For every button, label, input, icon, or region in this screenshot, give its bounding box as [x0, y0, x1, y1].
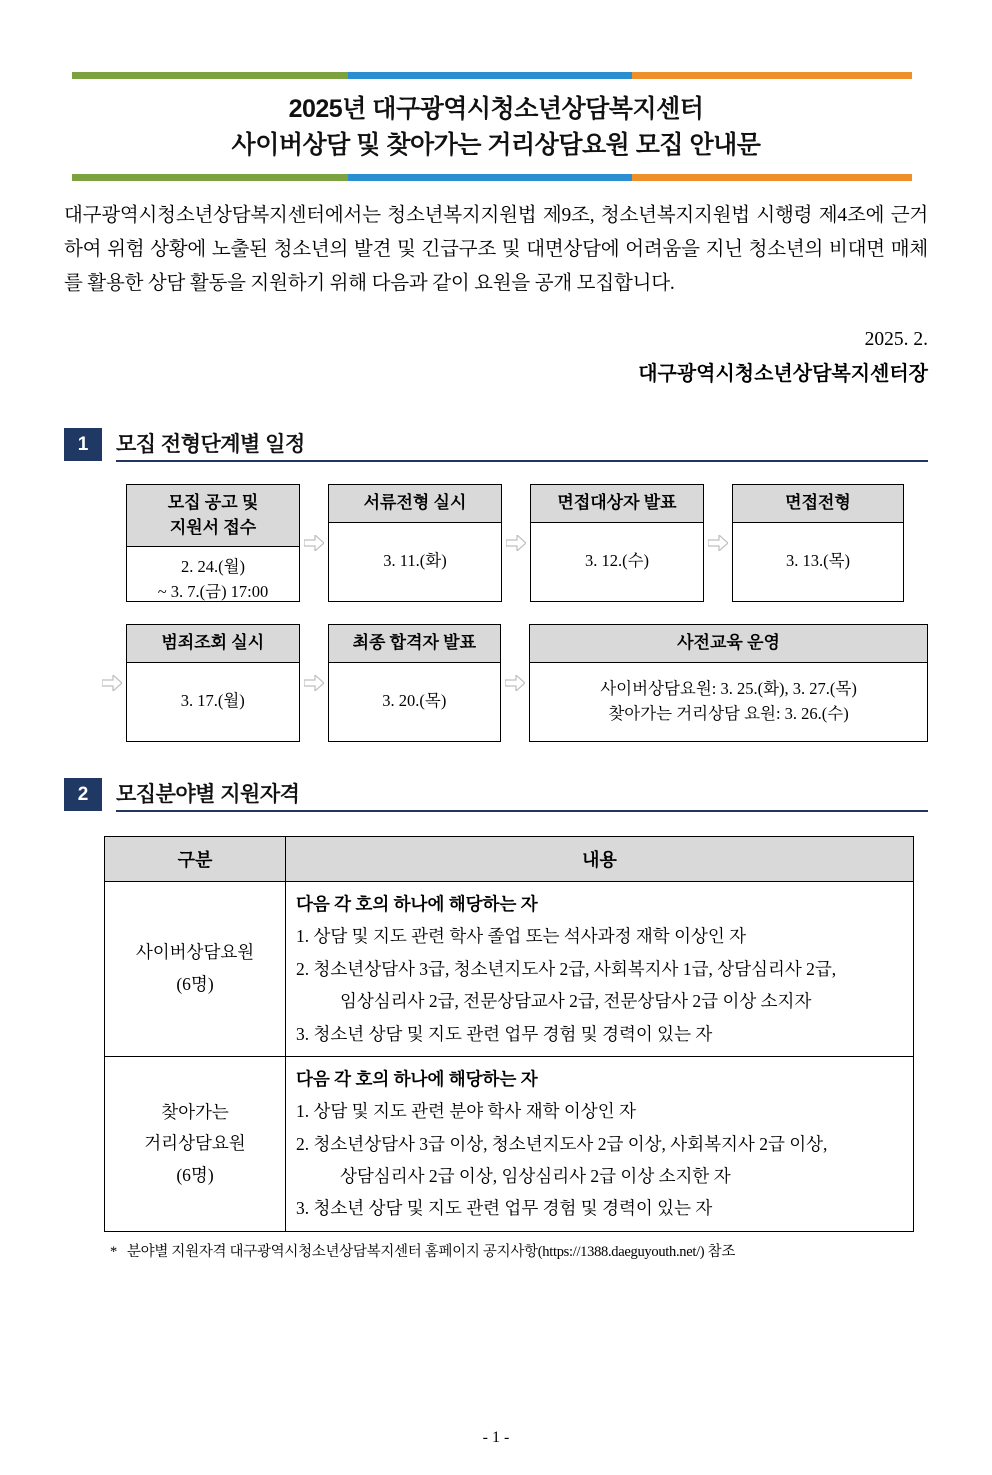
row-content-street	[286, 1056, 914, 1231]
row-content-cyber-list	[296, 920, 903, 1050]
section-title-2: 모집분야별 지원자격	[116, 783, 300, 806]
flow-step-6	[328, 624, 502, 742]
flow-row-2	[64, 624, 928, 742]
section-title-wrap-2	[116, 778, 928, 812]
qualification-table	[104, 836, 914, 1232]
list-item: 2. 청소년상담사 3급 이상, 청소년지도사 2급 이상, 사회복지사 2급 이상, 상담심리사 2급 이상, 임상심리사 2급 이상 소지한 자	[296, 1133, 828, 1186]
flow-step-1-head-line2: 지원서 접수	[169, 517, 257, 537]
intro-paragraph: 대구광역시청소년상담복지센터에서는 청소년복지지원법 제9조, 청소년복지지원법 시행령 제4조에 근거하여 위험 상황에 노출된 청소년의 발견 및 긴급구조 및 대면상담에 어려움을 지닌 청소년의 비대면 매체를 활용한 상담 활동을 지원하기 위해 다음과 같이 요원을 공개 모집합니다.	[64, 204, 928, 294]
row-content-street-lead: 다음 각 호의 하나에 해당하는 자	[296, 1068, 538, 1089]
page-title-line2: 사이버상담 및 찾아가는 거리상담요원 모집 안내문	[231, 131, 761, 160]
flow-step-2-body: 3. 11.(화)	[383, 551, 447, 571]
document-page	[0, 72, 992, 1475]
bar-orange	[632, 72, 912, 79]
flow-step-2	[328, 484, 502, 602]
qualification-table-wrap	[104, 836, 928, 1232]
flow-step-1-head-line1: 모집 공고 및	[167, 493, 259, 512]
list-item: 3. 청소년 상담 및 지도 관련 업무 경험 및 경력이 있는 자	[296, 1023, 713, 1044]
page-number: - 1 -	[482, 1429, 510, 1446]
signature-date: 2025. 2.	[864, 328, 928, 350]
row-category-street	[105, 1056, 286, 1231]
flow-step-7-line2: 찾아가는 거리상담 요원: 3. 26.(수)	[608, 703, 849, 723]
flow-step-4-head: 면접전형	[733, 485, 903, 523]
signature-org: 대구광역시청소년상담복지센터장	[638, 363, 928, 385]
section-title-wrap-1	[116, 428, 928, 462]
row-category-cyber-name: 사이버상담요원	[135, 942, 255, 963]
flow-row-1	[126, 484, 928, 602]
footnote-text: 분야별 지원자격 대구광역시청소년상담복지센터 홈페이지 공지사항(https://1388.daeguyouth.net/) 참조	[126, 1243, 736, 1260]
list-item: 2. 청소년상담사 3급, 청소년지도사 2급, 사회복지사 1급, 상담심리사 2급, 임상심리사 2급, 전문상담교사 2급, 전문상담사 2급 이상 소지자	[296, 958, 837, 1012]
arrow-right-icon	[300, 675, 328, 691]
section-heading-1	[64, 428, 928, 462]
section-heading-2	[64, 778, 928, 812]
column-header-content: 내용	[286, 837, 914, 882]
row-category-cyber	[105, 882, 286, 1057]
flow-step-1-head	[127, 485, 299, 547]
flow-step-5-head: 범죄조회 실시	[127, 625, 299, 663]
flow-step-3-head: 면접대상자 발표	[531, 485, 703, 523]
list-item: 1. 상담 및 지도 관련 분야 학사 재학 이상인 자	[296, 1101, 636, 1122]
flow-step-5	[126, 624, 300, 742]
page-title-line1: 2025년 대구광역시청소년상담복지센터	[288, 95, 704, 123]
footnote	[110, 1240, 928, 1261]
list-item: 1. 상담 및 지도 관련 학사 졸업 또는 석사과정 재학 이상인 자	[296, 926, 747, 947]
table-header-row	[105, 837, 914, 882]
flow-step-3-body: 3. 12.(수)	[584, 551, 650, 571]
flow-step-7-line1: 사이버상담요원: 3. 25.(화), 3. 27.(목)	[600, 679, 857, 699]
arrow-right-icon	[300, 535, 328, 551]
list-item: 3. 청소년 상담 및 지도 관련 업무 경험 및 경력이 있는 자	[296, 1198, 713, 1219]
footnote-star: *	[110, 1243, 117, 1260]
bar-green	[72, 72, 348, 79]
row-category-cyber-count: (6명)	[176, 973, 214, 994]
row-category-street-name1: 찾아가는	[161, 1101, 229, 1122]
table-row	[105, 1056, 914, 1231]
bar-orange-2	[632, 174, 912, 181]
flow-step-5-body: 3. 17.(월)	[180, 691, 245, 711]
flow-step-1	[126, 484, 300, 602]
column-header-category: 구분	[105, 837, 286, 882]
flow-step-2-head: 서류전형 실시	[329, 485, 501, 523]
flow-step-6-head: 최종 합격자 발표	[329, 625, 501, 663]
table-row	[105, 882, 914, 1057]
arrow-right-icon	[704, 535, 732, 551]
schedule-flowchart	[126, 484, 928, 742]
flow-step-7-head: 사전교육 운영	[530, 625, 927, 663]
row-category-street-name2: 거리상담요원	[144, 1133, 246, 1154]
section-number-2: 2	[64, 778, 102, 811]
bar-blue	[348, 72, 632, 79]
flow-step-4	[732, 484, 904, 602]
row-content-cyber	[286, 882, 914, 1057]
arrow-right-icon	[502, 535, 530, 551]
flow-step-1-body	[127, 547, 299, 613]
section-number-1: 1	[64, 428, 102, 461]
top-color-bar	[72, 72, 912, 79]
flow-step-3	[530, 484, 704, 602]
page-title	[72, 79, 920, 174]
bar-green-2	[72, 174, 348, 181]
flow-step-1-date2: ~ 3. 7.(금) 17:00	[157, 582, 269, 602]
section-title-1: 모집 전형단계별 일정	[116, 433, 305, 456]
flow-step-1-date1: 2. 24.(월)	[180, 557, 246, 577]
signature-block	[64, 323, 928, 392]
flow-step-7	[529, 624, 928, 742]
row-content-cyber-lead: 다음 각 호의 하나에 해당하는 자	[296, 894, 538, 914]
title-block	[64, 72, 928, 181]
row-category-street-count: (6명)	[176, 1164, 214, 1185]
flow-step-4-body: 3. 13.(목)	[785, 551, 851, 571]
bottom-color-bar	[72, 174, 912, 181]
row-content-street-list	[296, 1095, 903, 1225]
bar-blue-2	[348, 174, 632, 181]
arrow-right-icon	[501, 675, 529, 691]
arrow-right-icon	[98, 675, 126, 691]
flow-step-6-body: 3. 20.(목)	[382, 691, 447, 711]
flow-step-7-body	[530, 663, 927, 741]
